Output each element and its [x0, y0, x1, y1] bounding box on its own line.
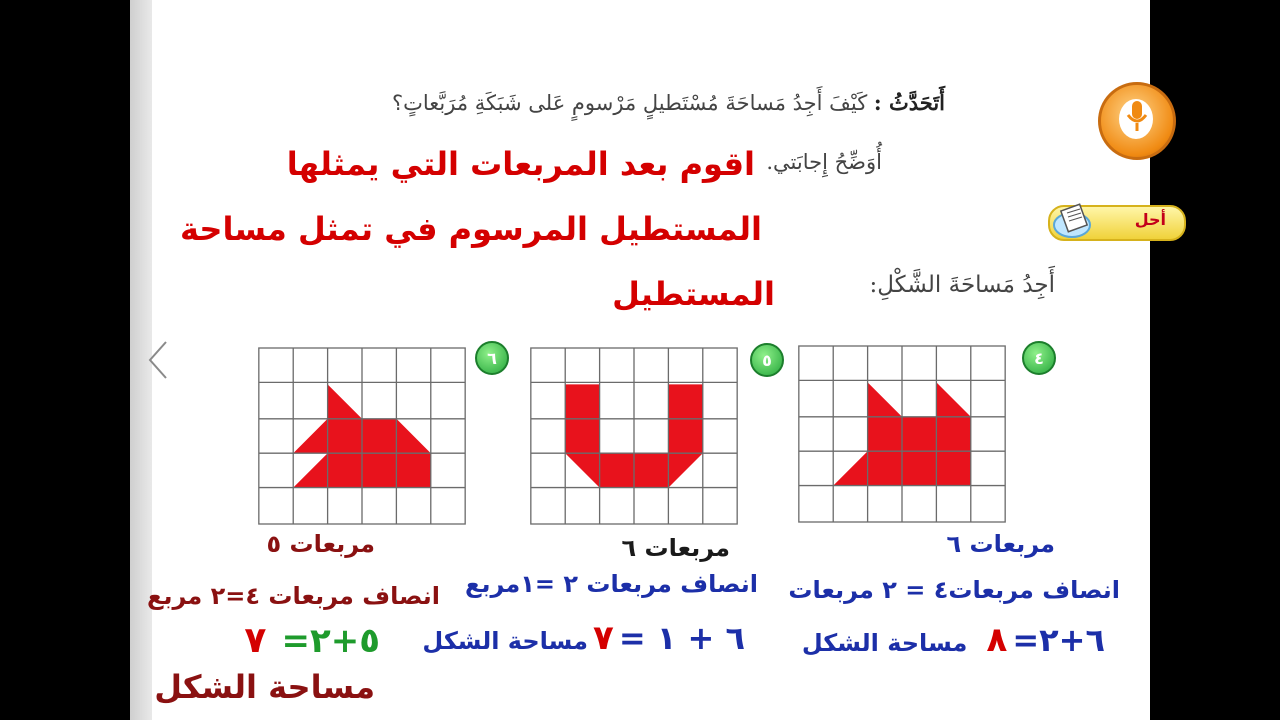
solve-badge-label: أحل	[1134, 210, 1166, 229]
talk-question-line-1	[392, 90, 945, 115]
notebook-icon	[1052, 201, 1096, 241]
chevron-left-icon	[146, 340, 170, 380]
exercise-6-area	[244, 620, 380, 661]
exercise-5-area	[422, 618, 745, 658]
exercise-5-area-expr: ٦ + ١ =	[618, 619, 745, 657]
exercise-6-area-label: مساحة الشكل	[154, 668, 375, 706]
handwritten-answer-3: المستطيل	[612, 275, 775, 313]
exercise-4-grid	[798, 346, 1006, 522]
exercise-6-badge: ٦	[475, 341, 509, 375]
exercise-6-squares: مربعات ٥	[266, 530, 375, 558]
exercise-4-area-expr: ٦+٢=	[1012, 621, 1105, 659]
exercise-5-halves: انصاف مربعات ٢ =١مربع	[465, 570, 758, 598]
worksheet-page	[130, 0, 1166, 720]
microphone-icon	[1098, 82, 1176, 160]
solve-badge	[1048, 205, 1186, 241]
exercise-4-badge: ٤	[1022, 341, 1056, 375]
exercise-5-squares: مربعات ٦	[621, 534, 730, 562]
handwritten-answer-1: اقوم بعد المربعات التي يمثلها	[286, 145, 755, 183]
talk-question: كَيْفَ أَجِدُ مَساحَةَ مُسْتَطيلٍ مَرْسومٍ عَلى شَبَكَةِ مُرَبَّعاتٍ؟	[391, 91, 868, 115]
exercise-6-area-expr: ٥+٢=	[281, 621, 380, 661]
exercise-4-area-value: ٨	[986, 620, 1008, 660]
talk-label: أَتَحَدَّثُ :	[873, 90, 945, 115]
exercise-5-grid	[530, 348, 738, 524]
exercise-6-grid	[258, 348, 466, 524]
exercise-4-squares: مربعات ٦	[946, 530, 1055, 558]
handwritten-answer-2: المستطيل المرسوم في تمثل مساحة	[179, 210, 762, 248]
exercise-4-halves: انصاف مربعات٤ = ٢ مربعات	[788, 576, 1120, 604]
exercise-6-halves: انصاف مربعات ٤=٢ مربع	[147, 582, 440, 610]
instruction: أَجِدُ مَساحَةَ الشَّكْلِ:	[869, 272, 1055, 298]
exercise-4-area	[802, 620, 1105, 660]
exercise-5-area-value: ٧	[593, 618, 614, 658]
exercise-6-area-value: ٧	[244, 620, 267, 661]
exercise-5-badge: ٥	[750, 343, 784, 377]
exercise-4-area-label: مساحة الشكل	[801, 629, 968, 657]
exercise-5-area-label: مساحة الشكل	[422, 627, 588, 655]
talk-question-line-2: أُوَضِّحُ إِجابَتي.	[766, 150, 882, 174]
prev-page-button[interactable]	[146, 340, 170, 380]
